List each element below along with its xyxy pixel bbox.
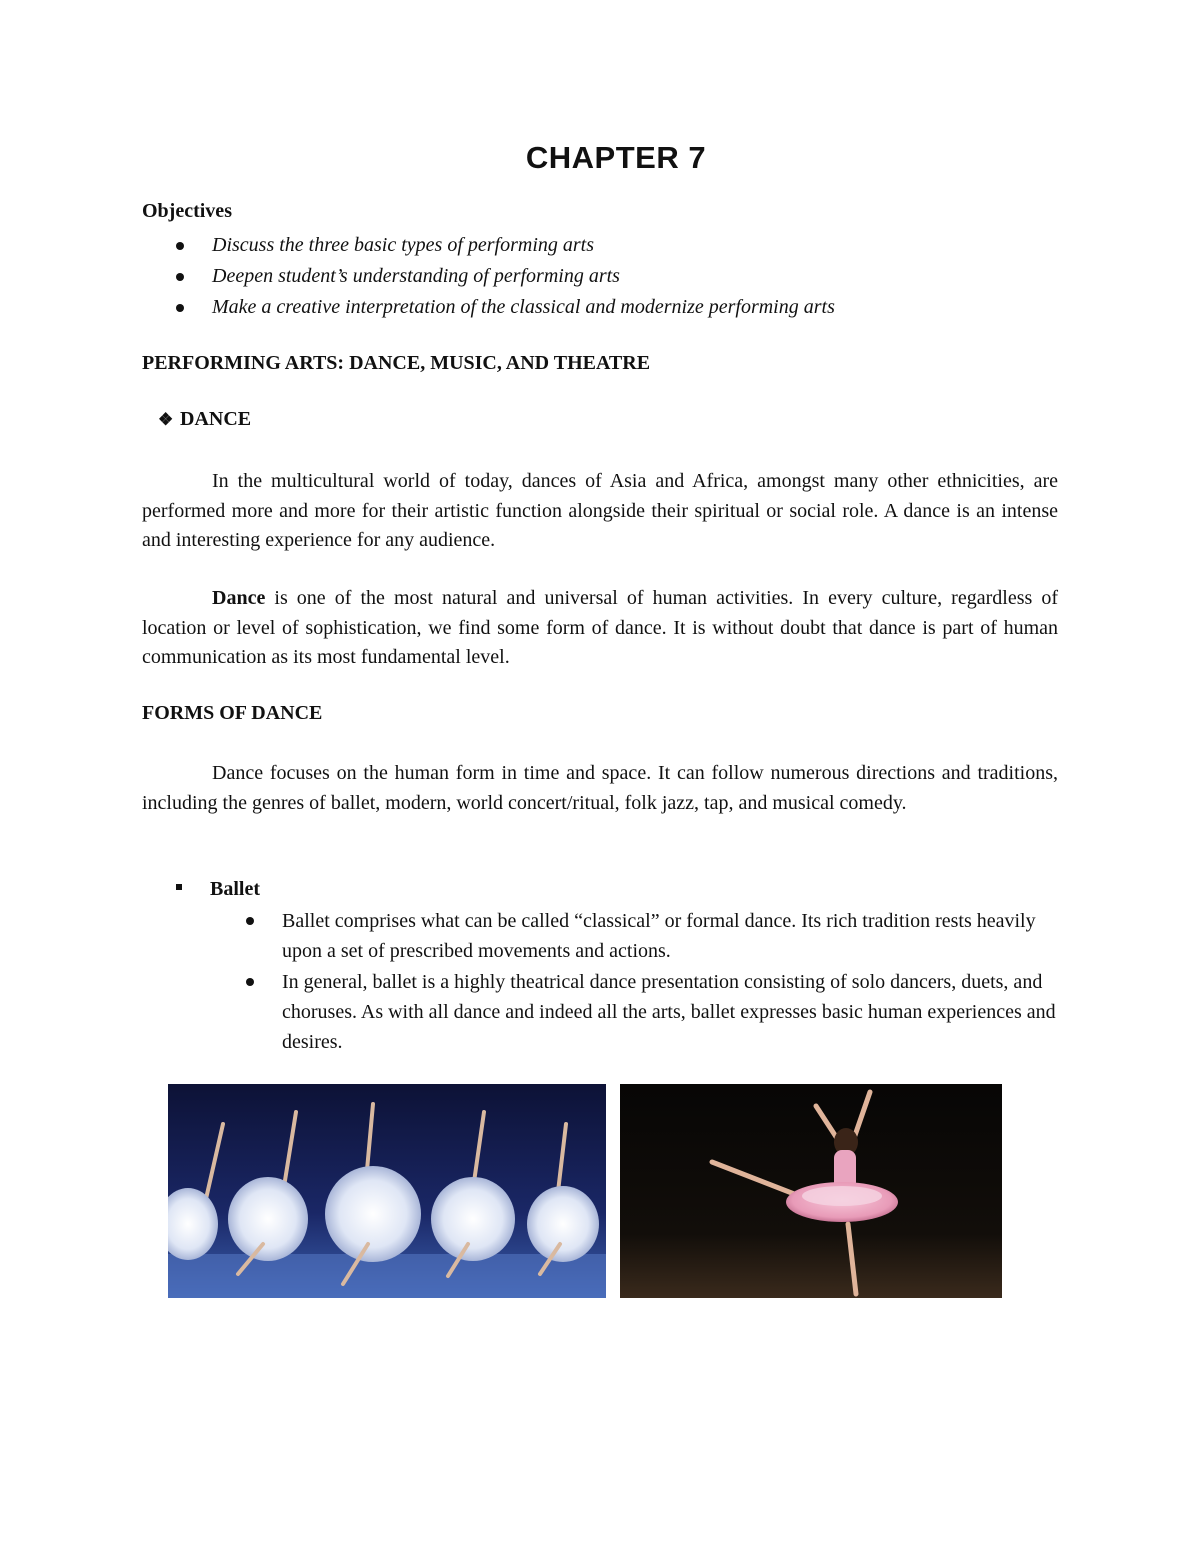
dance-heading: ❖ DANCE <box>158 408 252 430</box>
bullet-dot-icon <box>246 978 254 986</box>
chapter-title: CHAPTER 7 <box>525 140 707 175</box>
bullet-dot-icon <box>176 304 184 312</box>
objectives-list <box>142 230 835 323</box>
ballet-list <box>282 906 1058 1058</box>
dance-paragraph-1: In the multicultural world of today, dances of Asia and Africa, amongst many other ethnicities, are performed more and more for their artistic function alongside their spiritual or social role. A dance is an intense and interesting experience for any audience. <box>142 470 1058 551</box>
ballet-heading: Ballet <box>176 878 260 901</box>
objectives-heading: Objectives <box>142 200 232 222</box>
list-item: Make a creative interpretation of the classical and modernize performing arts <box>142 292 835 323</box>
ballerina-solo-photo <box>620 1084 1002 1298</box>
section-heading: PERFORMING ARTS: DANCE, MUSIC, AND THEATRE <box>142 352 651 374</box>
square-bullet-icon <box>176 884 182 890</box>
forms-heading: FORMS OF DANCE <box>142 702 323 724</box>
four-diamond-icon: ❖ <box>158 410 174 429</box>
forms-paragraph: Dance focuses on the human form in time and space. It can follow numerous directions and traditions, including the genres of ballet, modern, world concert/ritual, folk jazz, tap, and musical comedy. <box>142 762 1058 814</box>
list-item: In general, ballet is a highly theatrical dance presentation consisting of solo dancers, duets, and choruses. As with all dance and indeed all the arts, ballet expresses basic human experiences and desires. <box>282 967 1058 1057</box>
dance-paragraph-2: Dance is one of the most natural and universal of human activities. In every culture, regardless of location or level of sophistication, we find some form of dance. It is without doubt that dance is part of human communication as its most fundamental level. <box>142 587 1058 668</box>
ballet-ensemble-photo <box>168 1084 606 1298</box>
bullet-dot-icon <box>176 273 184 281</box>
bullet-dot-icon <box>176 242 184 250</box>
list-item: Discuss the three basic types of performing arts <box>142 230 835 261</box>
bullet-dot-icon <box>246 917 254 925</box>
list-item: Ballet comprises what can be called “classical” or formal dance. Its rich tradition rests heavily upon a set of prescribed movements and actions. <box>282 906 1058 966</box>
list-item: Deepen student’s understanding of performing arts <box>142 261 835 292</box>
